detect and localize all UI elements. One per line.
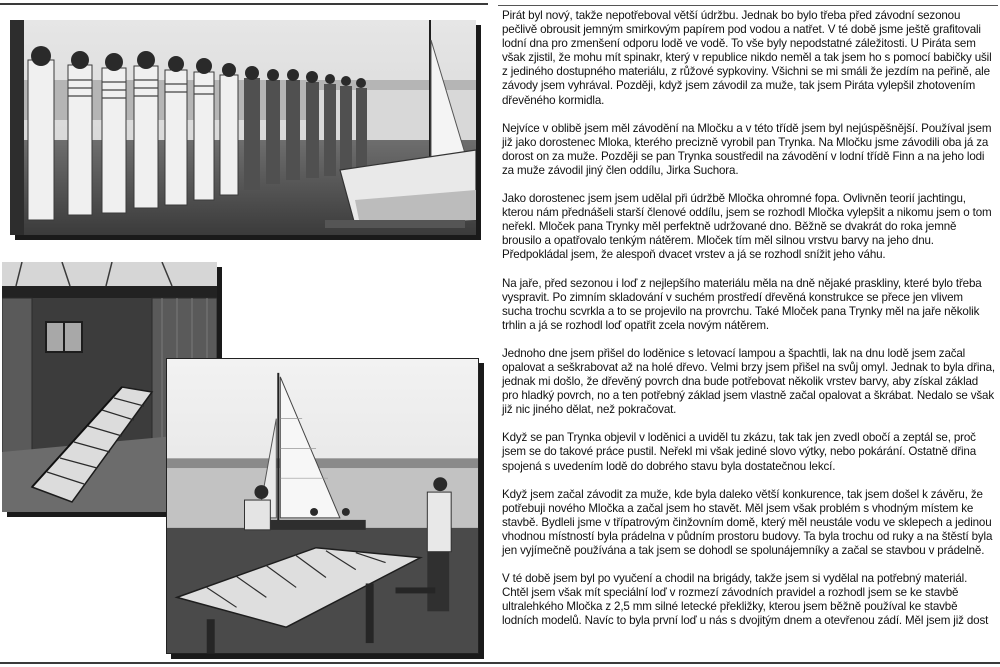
boatbuilding-photo-image: [167, 359, 478, 653]
boatbuilding-photo: [166, 358, 479, 654]
top-rule-left: [0, 3, 488, 5]
paragraph-opalovani: Jednoho dne jsem přišel do loděnice s letovací lampou a špachtli, lak na dnu lodě jsem začal opalovat a seškrabovat až na holé dřevo. Velmi brzy jsem přišel na svůj omyl. Jednak to byla dřina, jednak mi došlo, že dřevěný povrch dna bude potřebovat několik vrstev barvy, aby získal základ pro hladký povrch, no a ten potřebný základ jsem vlastně začal opalovat a škrábat. Nedalo se však již nic jiného dělat, než pokračovat.: [502, 346, 995, 417]
paragraph-mlocek: Nejvíce v oblibě jsem měl závodění na Mločku a v této třídě jsem byl nejúspěšnější. Používal jsem již jako dorostenec Mloka, kterého precizně vyrobil pan Trynka. Na Mločku jsme závodili oba já za dorost on za muže. Později se pan Trynka soustředil na závodění v lodní třídě Finn a na jeho lodi za muže závodil jiný člen oddílu, Jirka Suchora.: [502, 121, 992, 177]
paragraph-brigady: V té době jsem byl po vyučení a chodil na brigády, takže jsem si vydělal na potřebný materiál. Chtěl jsem však mít speciální loď v rozmezí závodních pravidel a rozhodl jsem se ke stavbě ultralehkého Mločka z 2,5 mm silné letecké překližky, kterou jsem běžně používal ke stavbě lodních modelů. Navíc to byla první loď u nás s dvojitým dnem a otevřenou zádí. Měl jsem již dost: [502, 572, 989, 628]
top-rule-right: [498, 5, 998, 6]
paragraph-fopa: Jako dorostenec jsem jsem udělal při údržbě Mločka ohromné fopa. Ovlivněn teorií jachtingu, kterou nám přednášeli starší členové oddílu, jsem se rozhodl Mločka vylepšit a nikomu jsem o tom neřekl. Mloček pana Trynky měl perfektně udržované dno. Běžně se dvakrát do roka jemně brousilo a opatřovalo tenkým nátěrem. Mloček tím měl silnou vrstvu barvy na jeho dnu. Předpokládal jsem, že alespoň dvacet vrstev a já se rozhodl snížit jeho váhu.: [502, 192, 992, 262]
crew-photo: [10, 20, 476, 235]
paragraph-jaro: Na jaře, před sezonou i loď z nejlepšího materiálu měla na dně nějaké praskliny, které bylo třeba vyspravit. Po zimním skladování v suchém prostředí dřevěná konstrukce se přece jen vlivem sucha trochu scvrkla a to se projevilo na provrchu. Také Mloček pana Trynky měl na jaře několik trhlin a já se rozhodl loď opatřit zcela novým nátěrem.: [502, 276, 982, 332]
bottom-rule: [0, 662, 1000, 664]
crew-photo-image: [10, 20, 476, 235]
paragraph-novy-mlocek: Když jsem začal závodit za muže, kde byla daleko větší konkurence, tak jsem došel k závěru, že potřebuji nového Mločka a začal jsem ho stavět. Měl jsem však problém s vhodným místem ke stavbě. Bydleli jsme v třípatrovým činžovním domě, který měl neustále vodu ve sklepech a jedinou vhodnou místností byla prádelna v půdním prostoru budovy. Ta byla trochu od ruky a na štěstí byla jen vyjímečně používána a tak jsem se dohodl se spolunájemníky a začal se stavbou v prádelně.: [502, 487, 993, 557]
paragraph-trynka: Když se pan Trynka objevil v loděnici a uviděl tu zkázu, tak tak jen zvedl obočí a zeptál se, proč jsem se do takové práce pustil. Neřekl mi však jediné slovo výtky, nebo pokárání. Ostatně dřina spojená s uvedením lodě do dobrého stavu byla dostatečnou lekcí.: [502, 431, 976, 473]
article-text: [502, 9, 996, 642]
paragraph-pirat: Pirát byl nový, takže nepotřeboval větší údržbu. Jednak bo bylo třeba před závodní sezonou pečlivě obrousit jemným smirkovým papírem pod vodou a natřet. V té době jsme ještě grafitovali lodní dna pro zmenšení odporu lodě ve vodě. To vše byly nepodstatné záležitosti. U Piráta sem však zjistil, že mohu mít spinakr, který v republice nikdo neměl a tak jsem ho s pomocí babičky ušil z jediného dostupného materiálu, z růžové sypkoviny. Všichni se mi smáli že jezdím na peřině, ale závody jsem vyhrával. Později, když jsem závodil za muže, tak jsem Piráta vylepšil zhotovením dřevěného kormidla.: [502, 9, 992, 107]
